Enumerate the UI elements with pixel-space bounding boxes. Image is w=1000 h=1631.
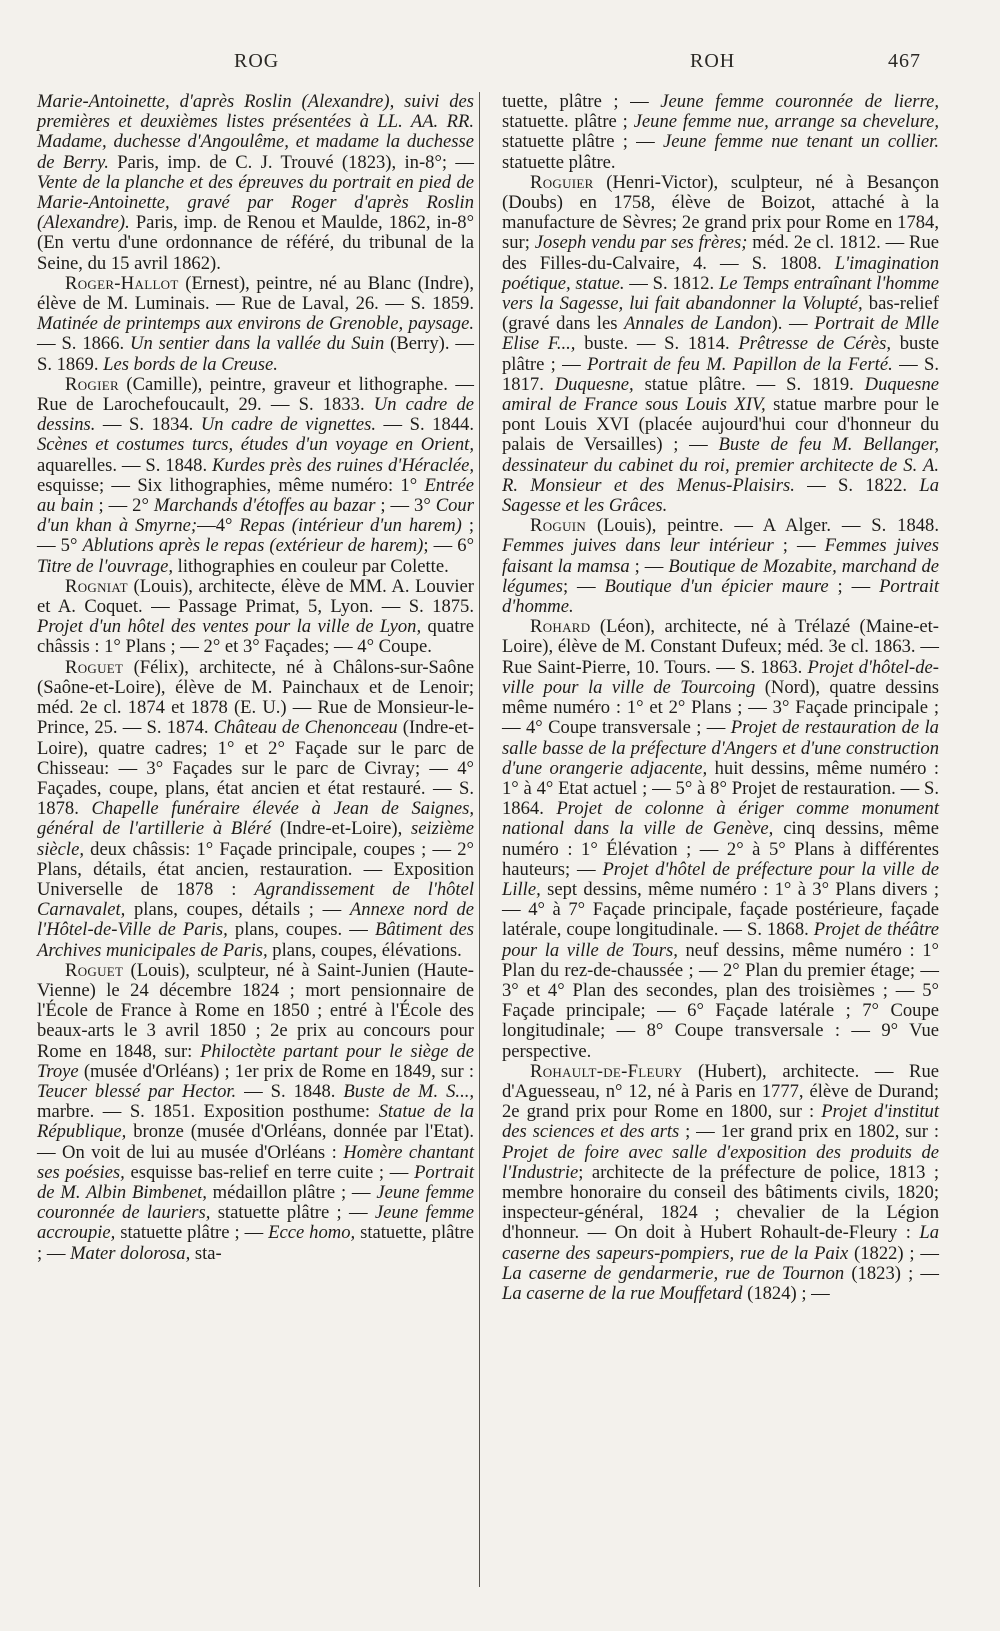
italic-title: Agrandissement de l'hôtel Carnavalet, [37,878,475,921]
entry-text: médaillon plâtre ; — [206,1181,377,1203]
entry-name: Roguin [530,515,587,537]
italic-title: La caserne de la rue Mouffetard [502,1282,743,1304]
italic-title: Jeune femme couronnée de lierre, [660,91,939,112]
entry-paragraph [502,516,939,617]
italic-title: Château de Chenonceau [213,717,398,739]
italic-title: Buste de feu M. Bellanger, dessinateur du cabinet du roi, premier architecte de S. A. R. Monsieur et des Menus-Plaisirs. [502,434,939,496]
entry-text: tuette, plâtre ; — [502,91,661,112]
entry-text: statue plâtre. — S. 1819. [633,373,865,395]
entry-text: ; — 6° [423,535,474,557]
entry-text: lithographies en couleur par Colette. [173,555,449,577]
entry-paragraph [502,173,939,516]
entry-text: quatre châssis : 1° Plans ; — 2° et 3° Façades; — 4° Coupe. [37,616,475,658]
entry-name: Rogier [65,373,119,395]
italic-title: Femmes juives dans leur intérieur [502,535,774,557]
italic-title: Chapelle funéraire élevée à Jean de Saignes, général de l'artillerie à Bléré [37,798,474,840]
entry-text: ; — [562,575,605,597]
italic-title: Jeune femme accroupie, [37,1202,474,1244]
entry-text: (Louis), architecte, élève de MM. A. Louvier et A. Coquet. — Passage Primat, 5, Lyon. — S. 1875. [37,575,474,618]
entry-text: Paris, imp. de C. J. Trouvé (1823), in-8°; — [108,151,474,173]
entry-paragraph [37,274,474,375]
entry-text: bas-relief (gravé dans les [502,293,939,335]
italic-title: Projet de colonne à ériger comme monument national dans la ville de Genève, [502,798,939,840]
entry-text: esquisse bas-relief en terre cuite ; — [124,1161,415,1183]
entry-text: statuette plâtre ; — [502,131,663,153]
italic-title: Matinée de printemps aux environs de Grenoble, paysage. [37,313,474,335]
italic-title: Portrait d'homme. [502,575,939,618]
italic-title: Les bords de la Creuse. [103,353,278,375]
italic-title: Philoctète partant pour le siège de Troye [37,1040,474,1082]
column-divider [479,92,480,1587]
entry-text: statue marbre pour le pont Louis XVI (placée aujourd'hui cour d'honneur du palais de Versailles) ; — [502,394,939,456]
italic-title: Portrait de M. Albin Bimbenet, [37,1161,474,1203]
entry-text: méd. 2e cl. 1812. — Rue des Filles-du-Calvaire, 4. — S. 1808. [502,232,939,274]
italic-title: Titre de l'ouvrage, [37,555,174,577]
italic-title: Ablutions après le repas (extérieur de harem) [82,535,424,557]
italic-title: La Sagesse et les Grâces. [502,474,939,517]
entry-text: sept dessins, même numéro : 1° à 3° Plans divers ; — 4° à 7° Façade principale, façade postérieure, façade latérale, coupe longitudinale. — S. 1868. [502,878,939,941]
italic-title: Jeune femme couronnée de lauriers, [37,1181,475,1224]
entry-text: (Louis), peintre. — A Alger. — S. 1848. [586,515,939,537]
entry-text: (1822) ; — [848,1242,939,1264]
italic-title: Statue de la République, [37,1101,474,1143]
entry-text: (Camille), peintre, graveur et lithographe. — Rue de Larochefoucault, 29. — S. 1833. [37,373,474,416]
italic-title: Projet de restauration de la salle basse de la préfecture d'Angers et d'une construction d'une orangerie adjacente, [502,717,939,779]
italic-title: Entrée au bain [37,474,474,517]
entry-text: marbre. — S. 1851. Exposition posthume: [37,1101,379,1123]
entry-text: (Hubert), architecte. — Rue d'Aguesseau, n° 12, né à Paris en 1777, élève de Durand; 2e grand prix pour Rome en 1800, sur : [502,1060,939,1123]
entry-text: Paris, imp. de Renou et Maulde, 1862, in-8° (En vertu d'une ordonnance de référé, du tribunal de la Seine, du 15 avril 1862). [37,212,474,274]
entry-text: statuette plâtre ; — [115,1222,269,1244]
entry-name: Rogniat [65,575,128,597]
italic-title: seizième siècle, [37,818,474,860]
entry-text: — S. 1822. [794,474,920,496]
entry-text: esquisse; — Six lithographies, même numéro: 1° [37,474,425,496]
entry-text: (Félix), architecte, né à Châlons-sur-Saône (Saône-et-Loire), élève de M. Painchaux et de Lenoir; méd. 2e cl. 1874 et 1878 (E. U.) — Rue de Monsieur-le-Prince, 25. — S. 1874. [37,656,474,739]
page-number: 467 [888,50,921,72]
entry-name: Rohault-de-Fleury [530,1060,683,1082]
italic-title: Projet d'hôtel de préfecture pour la ville de Lille, [502,858,940,900]
italic-title: Annexe nord de l'Hôtel-de-Ville de Paris, [37,899,474,941]
entry-text: ; architecte de la préfecture de police, 1813 ; membre honoraire du conseil des bâtiments civils, 1820; inspecteur-général, 1824 ; chevalier de la Légion d'honneur. — On doit à Hubert Rohault-de-Fleury : [502,1161,939,1244]
entry-text: ; — [828,575,880,597]
italic-title: Homère chantant ses poésies, [37,1141,474,1183]
entry-paragraph [37,658,474,961]
entry-text: (1823) ; — [844,1262,939,1284]
italic-title: Mater dolorosa, [70,1242,191,1264]
italic-title: Duquesne amiral de France sous Louis XIV, [502,373,940,416]
entry-text: (Louis), sculpteur, né à Saint-Junien (Haute-Vienne) le 24 décembre 1824 ; mort pensionnaire de l'École de France à Rome en 1850 ; entré à l'École des beaux-arts le 3 avril 1850 ; 2e prix au concours pour Rome en 1848, sur: [37,959,474,1062]
entry-text: statuette plâtre. [502,151,616,173]
entry-text: statuette plâtre ; — [210,1202,375,1224]
entry-text: (Indre-et-Loire), [271,818,411,840]
italic-title: Cour d'un khan à Smyrne; [37,495,474,537]
entry-text: (musée d'Orléans) ; 1er prix de Rome en 1849, sur : [78,1060,474,1082]
entry-text: ; — 5° [37,515,474,557]
running-head-left: ROG [234,50,280,72]
entry-paragraph [37,577,474,658]
italic-title: Projet d'hôtel-de-ville pour la ville de Tourcoing [502,656,939,698]
entry-text: —4° [197,515,240,537]
entry-text: ; — [773,535,825,557]
entry-name: Roguet [65,656,124,678]
italic-title: Repas (intérieur d'un harem) [239,515,462,537]
entry-text: — S. 1817. [502,353,939,395]
italic-title: Bâtiment des Archives municipales de Paris, [37,919,474,961]
entry-text: ; — 3° [375,495,436,517]
entry-text: ; — 1er grand prix en 1802, sur : [679,1121,939,1143]
entry-text: sta- [190,1242,222,1264]
italic-title: Boutique de Mozabite, marchand de légumes [502,555,939,597]
italic-title: Un sentier dans la vallée du Suin [130,333,385,355]
italic-title: Jeune femme nue tenant un collier. [662,131,939,153]
entry-name: Roger-Hallot [65,272,179,294]
italic-title: Buste de M. S..., [343,1080,475,1102]
italic-title: Teucer blessé par Hector. [37,1080,237,1102]
entry-text: (Henri-Victor), sculpteur, né à Besançon (Doubs) en 1758, élève de Boizot, attaché à la manufacture de Sèvres; 2e grand prix pour Rome en 1784, sur; [502,171,939,254]
running-head-center: ROH [690,50,736,72]
entry-text: — S. 1812. [624,272,719,294]
entry-text: ; — 2° [93,495,154,517]
italic-title: Duquesne, [554,373,634,395]
entry-text: ; — [629,555,669,577]
italic-title: Un cadre de dessins. [37,394,475,436]
entry-text: plans, coupes, élévations. [267,939,462,961]
entry-text: — S. 1844. [376,414,474,436]
entry-text: (Nord), quatre dessins même numéro : 1° et 2° Plans ; — 3° Façade principale ; — 4° Coupe transversale ; — [502,676,939,739]
entry-name: Roguier [530,171,594,193]
italic-title: Prêtresse de Cérès, [738,333,892,355]
entry-text: — S. 1866. [37,333,131,355]
italic-title: Portrait de feu M. Papillon de la Ferté. [587,353,893,375]
italic-title: Joseph vendu par ses frères; [534,232,748,254]
entry-text: deux châssis: 1° Façade principale, coupes ; — 2° Plans, détails, état ancien, restauration. — Exposition Universelle de 1878 : [37,838,474,900]
italic-title: Kurdes près des ruines d'Héraclée, [212,454,474,476]
entry-text: (Indre-et-Loire), quatre cadres; 1° et 2° Façade sur le parc de Chisseau: — 3° Façades sur le parc de Civray; — 4° Façades, coupe, plans, état ancien et état restauré. — S. 1878. [37,717,475,820]
italic-title: Projet d'un hôtel des ventes pour la ville de Lyon, [37,616,422,638]
italic-title: Ecce homo, [268,1222,356,1244]
italic-title: Annales de Landon [624,313,772,335]
italic-title: Marie-Antoinette, d'après Roslin (Alexandre), suivi des premières et deuxièmes listes présentées à LL. AA. RR. Madame, duchesse d'Angoulême, et madame la duchesse de Berry. [37,91,474,173]
entry-paragraph [37,375,474,577]
italic-title: La caserne de gendarmerie, rue de Tournon [502,1262,845,1284]
entry-text: (1824) ; — [742,1282,830,1304]
italic-title: Boutique d'un épicier maure [604,575,829,597]
right-column [502,92,939,1304]
entry-text: ). — [771,313,815,335]
entry-text: cinq dessins, même numéro : 1° Élévation ; — 2° à 5° Plans à différentes hauteurs; — [502,818,939,880]
entry-text: (Ernest), peintre, né au Blanc (Indre), élève de M. Luminais. — Rue de Laval, 26. — S. 1859. [37,272,474,315]
italic-title: Projet d'institut des sciences et des arts [502,1101,939,1143]
entry-name: Rohard [530,616,591,638]
entry-text: — S. 1834. [95,414,201,436]
italic-title: Portrait de Mlle Elise F..., [502,313,940,355]
entry-text: plans, coupes, détails ; — [125,899,350,921]
entry-text: buste plâtre ; — [502,333,939,375]
entry-text: — S. 1848. [236,1080,344,1102]
entry-text: huit dessins, même numéro : 1° à 4° Etat actuel ; — 5° à 8° Projet de restauration. — S. 1864. [502,757,939,820]
italic-title: Scènes et costumes turcs, études d'un voyage en Orient, [37,434,474,456]
italic-title: Projet de théâtre pour la ville de Tours, [502,919,939,961]
entry-text: (Berry). — S. 1869. [37,333,474,375]
italic-title: La caserne des sapeurs-pompiers, rue de la Paix [502,1222,939,1264]
entry-paragraph [37,92,474,274]
italic-title: Jeune femme nue, arrange sa chevelure, [633,111,939,133]
entry-text: statuette, plâtre ; — [37,1222,474,1264]
entry-name: Roguet [65,959,124,981]
entry-text: buste. — S. 1814. [575,333,739,355]
entry-text: bronze (musée d'Orléans, donnée par l'Etat). — On voit de lui au musée d'Orléans : [37,1121,474,1163]
entry-text: aquarelles. — S. 1848. [37,454,213,476]
italic-title: Projet de foire avec salle d'exposition des produits de l'Industrie [502,1141,939,1183]
italic-title: L'imagination poétique, statue. [502,252,939,294]
italic-title: Le Temps entraînant l'homme vers la Sagesse, lui fait abandonner la Volupté, [502,272,940,315]
entry-paragraph [37,961,474,1264]
entry-paragraph [502,1062,939,1304]
entry-text: statuette. plâtre ; [502,111,634,133]
entry-text: neuf dessins, même numéro : 1° Plan du rez-de-chaussée ; — 2° Plan du premier étage; — 3° et 4° Plan des secondes, plan des troisièmes ; — 5° Façade principale; — 6° Façade latérale ; 7° Coupe longitudinale; — 8° Coupe transversale : — 9° Vue perspective. [502,939,939,1062]
entry-text: (Léon), architecte, né à Trélazé (Maine-et-Loire), élève de M. Constant Dufeux; méd. 3e cl. 1863. — Rue Saint-Pierre, 10. Tours. — S. 1863. [502,616,939,678]
italic-title: Vente de la planche et des épreuves du portrait en pied de Marie-Antoinette, gravé par Roger d'après Roslin (Alexandre). [37,171,474,234]
left-column [37,92,474,1264]
entry-text: plans, coupes. — [227,919,375,941]
italic-title: Un cadre de vignettes. [200,414,377,436]
italic-title: Femmes juives faisant la mamsa [502,535,939,577]
italic-title: Marchands d'étoffes au bazar [153,495,376,517]
entry-paragraph [502,92,939,173]
entry-paragraph [502,617,939,1061]
